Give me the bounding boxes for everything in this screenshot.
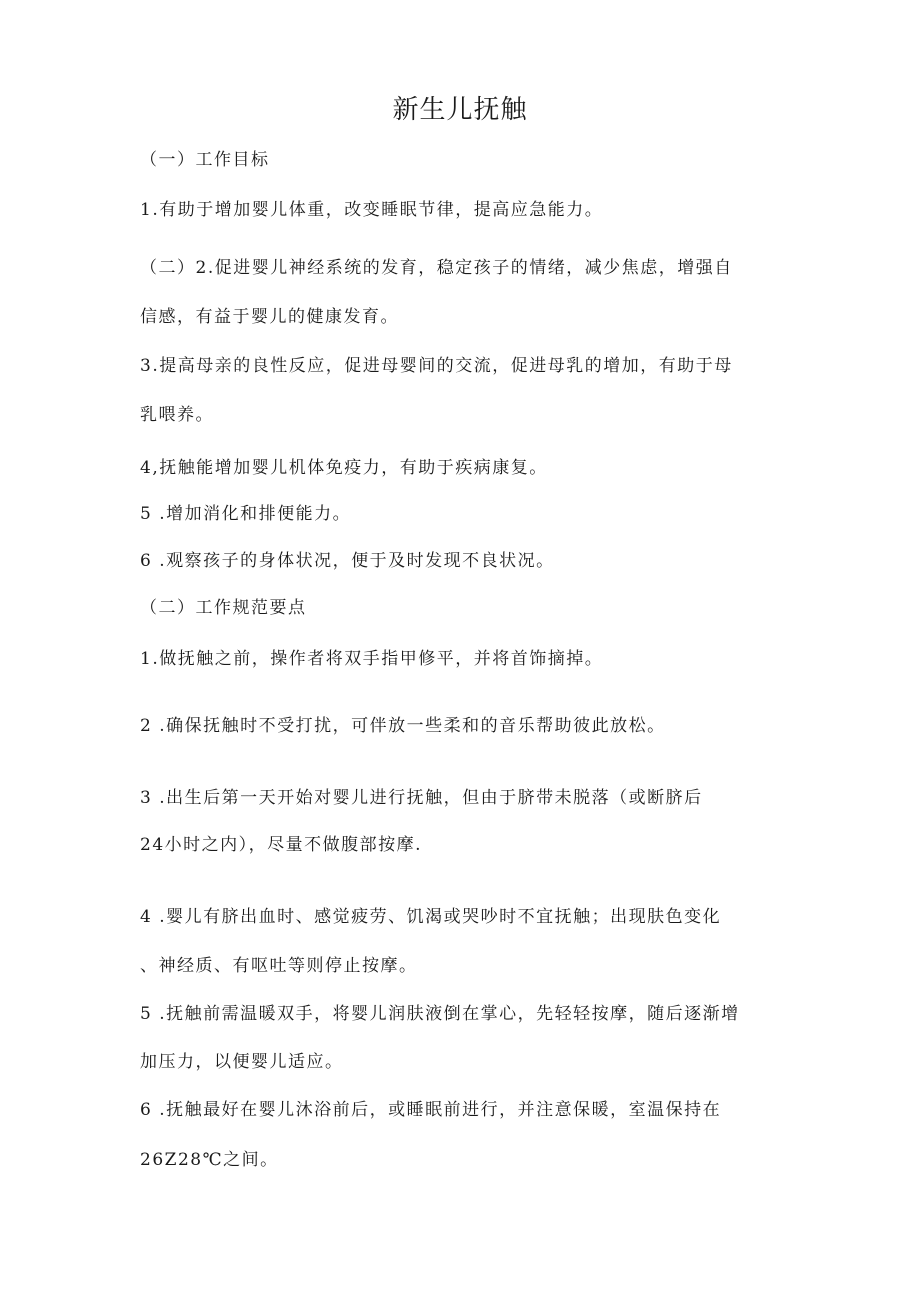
paragraph-line: 5 .增加消化和排便能力。 bbox=[140, 504, 352, 524]
paragraph-line: （二）2.促进婴儿神经系统的发育，稳定孩子的情绪，减少焦虑，增强自 bbox=[140, 258, 733, 278]
paragraph-line: 24小时之内），尽量不做腹部按摩. bbox=[140, 835, 423, 855]
paragraph-line: 6 .抚触最好在婴儿沐浴前后，或睡眠前进行，并注意保暖，室温保持在 bbox=[140, 1100, 722, 1120]
paragraph-line: 6 .观察孩子的身体状况，便于及时发现不良状况。 bbox=[140, 551, 555, 571]
paragraph-line: 、神经质、有呕吐等则停止按摩。 bbox=[140, 956, 418, 976]
paragraph-line: 4 .婴儿有脐出血时、感觉疲劳、饥渴或哭吵时不宜抚触；出现肤色变化 bbox=[140, 907, 722, 927]
document-title: 新生儿抚触 bbox=[392, 95, 528, 125]
paragraph-line: 4,抚触能增加婴儿机体免疫力，有助于疾病康复。 bbox=[140, 458, 548, 478]
section-heading-standards: （二）工作规范要点 bbox=[140, 598, 307, 618]
paragraph-line: 1.做抚触之前，操作者将双手指甲修平，并将首饰摘掉。 bbox=[140, 649, 604, 669]
section-heading-goals: （一）工作目标 bbox=[140, 150, 270, 170]
paragraph-line: 乳喂养。 bbox=[140, 405, 214, 425]
paragraph-line: 2 .确保抚触时不受打扰，可伴放一些柔和的音乐帮助彼此放松。 bbox=[140, 716, 666, 736]
paragraph-line: 3.提高母亲的良性反应，促进母婴间的交流，促进母乳的增加，有助于母 bbox=[140, 356, 733, 376]
paragraph-line: 加压力，以便婴儿适应。 bbox=[140, 1052, 344, 1072]
paragraph-line: 1.有助于增加婴儿体重，改变睡眠节律，提高应急能力。 bbox=[140, 200, 604, 220]
paragraph-line: 5 .抚触前需温暖双手，将婴儿润肤液倒在掌心，先轻轻按摩，随后逐渐增 bbox=[140, 1004, 740, 1024]
paragraph-line: 26Z28℃之间。 bbox=[140, 1150, 279, 1170]
paragraph-line: 信感，有益于婴儿的健康发育。 bbox=[140, 307, 399, 327]
paragraph-line: 3 .出生后第一天开始对婴儿进行抚触，但由于脐带未脱落（或断脐后 bbox=[140, 788, 703, 808]
